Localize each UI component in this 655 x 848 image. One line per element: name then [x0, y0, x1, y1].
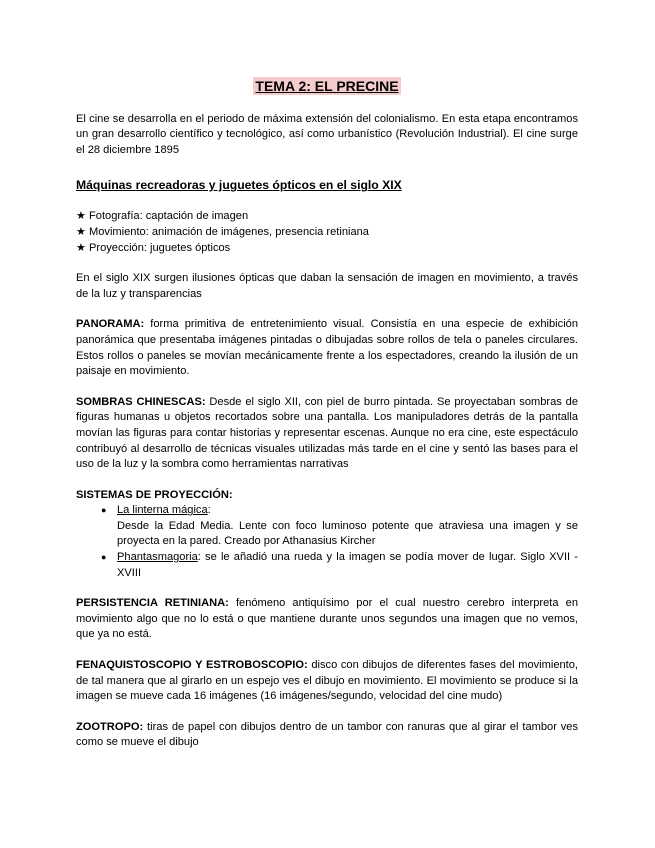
list-item: ● La linterna mágica: Desde la Edad Media. Lente con foco luminoso potente que atraviesa una imagen y se proyecta en la pared. Creado por Athanasius Kircher	[101, 504, 578, 548]
section-heading: Máquinas recreadoras y juguetes ópticos en el siglo XIX	[76, 178, 402, 193]
bullet-icon: ●	[101, 505, 107, 516]
sistemas-list	[76, 503, 578, 581]
title-wrap	[76, 77, 578, 97]
zootropo-term: ZOOTROPO:	[76, 720, 144, 733]
panorama-paragraph: PANORAMA: forma primitiva de entretenimiento visual. Consistía en una especie de exhibición panorámica que presentaba imágenes pintadas o dibujadas sobre rollos de tela o paneles circulares. Estos rollos o paneles se movían mecánicamente frente a los espectadores, creando la ilusión de un paisaje en movimiento.	[76, 318, 578, 378]
sombras-term: SOMBRAS CHINESCAS:	[76, 395, 206, 408]
star-icon: ★	[76, 210, 86, 223]
item-name: La linterna mágica	[117, 504, 208, 517]
page-title: TEMA 2: EL PRECINE	[255, 78, 399, 94]
list-item: ● Phantasmagoria: se le añadió una rueda y la imagen se podía mover de lugar. Siglo XVII - XVIII	[101, 551, 578, 579]
persistencia-paragraph: PERSISTENCIA RETINIANA: fenómeno antiquísimo por el cual nuestro cerebro interpreta en movimiento algo que no lo está o que mantiene durante unos segundos una imagen que no vemos, que ya no está.	[76, 597, 578, 641]
star-icon: ★	[76, 241, 86, 254]
persistencia-term: PERSISTENCIA RETINIANA:	[76, 597, 229, 610]
list-item: ★ Proyección: juguetes ópticos	[76, 241, 578, 257]
star-icon: ★	[76, 225, 86, 238]
bullet-icon: ●	[101, 552, 107, 563]
intro-paragraph: El cine se desarrolla en el periodo de máxima extensión del colonialismo. En esta etapa encontramos un gran desarrollo científico y tecnológico, así como urbanístico (Revolución Industrial). El cine surge el 28 diciembre 1895	[76, 112, 578, 156]
document-page	[76, 77, 578, 751]
sombras-paragraph: SOMBRAS CHINESCAS: Desde el siglo XII, con piel de burro pintada. Se proyectaban sombras de figuras humanas u objetos recortados sobre una pantalla. Los manipuladores detrás de la pantalla movían las figuras para contar historias y representar escenas. Aunque no era cine, este espectáculo contribuyó al desarrollo de técnicas visuales utilizadas más tarde en el cine y sentó las bases para el uso de la luz y la sombra como herramientas narrativas	[76, 395, 578, 471]
zootropo-paragraph: ZOOTROPO: tiras de papel con dibujos dentro de un tambor con ranuras que al girar el tambor ves como se mueve el dibujo	[76, 720, 578, 749]
illusions-paragraph: En el siglo XIX surgen ilusiones ópticas que daban la sensación de imagen en movimiento, a través de la luz y transparencias	[76, 272, 578, 300]
sistemas-heading: SISTEMAS DE PROYECCIÓN:	[76, 488, 233, 501]
star-list	[76, 209, 578, 256]
item-name: Phantasmagoria	[117, 551, 198, 564]
panorama-term: PANORAMA:	[76, 318, 145, 331]
list-item: ★ Movimiento: animación de imágenes, presencia retiniana	[76, 225, 578, 241]
fenaquistoscopio-term: FENAQUISTOSCOPIO Y ESTROBOSCOPIO:	[76, 659, 308, 672]
list-item: ★ Fotografía: captación de imagen	[76, 209, 578, 225]
item-desc: Desde la Edad Media. Lente con foco luminoso potente que atraviesa una imagen y se proyecta en la pared. Creado por Athanasius Kircher	[117, 519, 578, 548]
fenaquistoscopio-paragraph: FENAQUISTOSCOPIO Y ESTROBOSCOPIO: disco con dibujos de diferentes fases del movimiento, de tal manera que al girarlo en un espejo ves el dibujo en movimiento. El movimiento se produce si la imagen se mueve cada 16 imágenes (16 imágenes/segundo, velocidad del cine mudo)	[76, 659, 579, 703]
